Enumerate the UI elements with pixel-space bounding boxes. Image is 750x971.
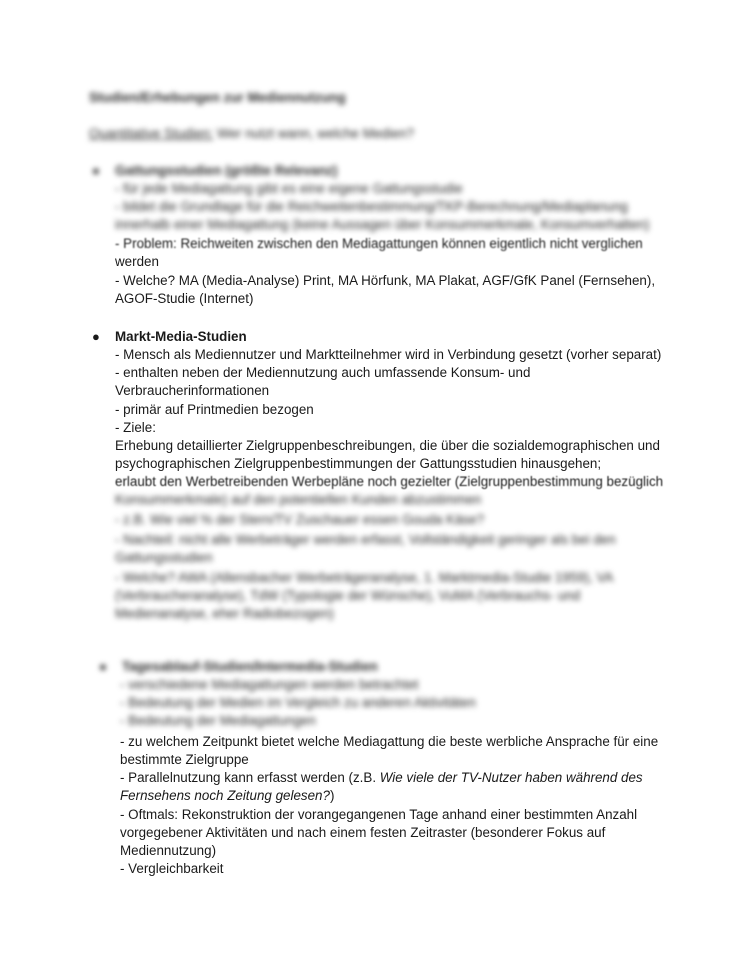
subtitle-text: Wer nutzt wann, welche Medien? [217,126,415,141]
section-1-line: AGOF-Studie (Internet) [115,291,254,306]
section-2-heading: Markt-Media-Studien [115,329,247,344]
section-2-line: (Verbraucheranalyse), TdW (Typologie der Wünsche), VuMA (Verbrauchs- und [115,588,581,603]
section-1-heading: Gattungsstudien (größte Relevanz) [115,163,338,178]
section-1-line: - für jede Mediagattung gibt es eine eigene Gattungsstudie [115,181,463,196]
section-3-parallel-line [120,769,643,787]
section-1-line: - Welche? MA (Media-Analyse) Print, MA Hörfunk, MA Plakat, AGF/GfK Panel (Fernsehen), [115,273,656,288]
section-3-line: - Vergleichbarkeit [120,861,224,876]
section-3-line: - Oftmals: Rekonstruktion der vorangegangenen Tage anhand einer bestimmten Anzahl [120,807,638,822]
bullet-icon: ● [92,329,100,344]
section-2-line: Erhebung detaillierter Zielgruppenbeschreibungen, die über die sozialdemographischen und [115,438,660,453]
subtitle-label: Quantitative Studien: [89,126,214,141]
section-1-line: innerhalb einer Mediagattung (keine Aussagen über Konsummerkmale, Konsumverhalten) [115,217,650,232]
section-3-parallel-line-2 [120,787,334,805]
section-2-line: - Welche? AWA (Allensbacher Werbeträgeranalyse, 1. Marktmedia-Studie 1959), VA [115,570,614,585]
section-2-line: - enthalten neben der Mediennutzung auch umfassende Konsum- und [115,365,531,380]
section-1-line: - Problem: Reichweiten zwischen den Mediagattungen können eigentlich nicht verglichen [115,236,643,251]
section-2-line: psychographischen Zielgruppenbestimmungen der Gattungsstudien hinausgehen; [115,456,602,471]
section-3-line: vorgegebener Aktivitäten und nach einem festen Zeitraster (besonderer Fokus auf [120,825,606,840]
section-1-line: - bildet die Grundlage für die Reichweitenbestimmung/TKP-Berechnung/Mediaplanung [115,199,628,214]
section-3-heading: Tagesablauf-Studien/Intermedia-Studien [122,659,378,674]
section-2-line: Konsummerkmale) auf den potentiellen Kunden abzustimmen [115,492,482,507]
section-3-line: - Bedeutung der Medien im Vergleich zu anderen Aktivitäten [120,695,476,710]
parallel-example-cont: Fernsehens noch Zeitung gelesen? [120,788,330,803]
section-2-line: erlaubt den Werbetreibenden Werbepläne noch gezielter (Zielgruppenbestimmung bezüglich [115,474,664,489]
section-2-line: Verbraucherinformationen [115,383,270,398]
section-3-line: - zu welchem Zeitpunkt bietet welche Mediagattung die beste werbliche Ansprache für eine [120,734,659,749]
bullet-icon: ● [92,163,100,178]
document-subtitle [89,125,414,143]
section-3-line: bestimmte Zielgruppe [120,752,249,767]
section-2-line: - Mensch als Mediennutzer und Marktteilnehmer wird in Verbindung gesetzt (vorher separat) [115,347,662,362]
section-1-line: werden [115,254,159,269]
parallel-prefix: - Parallelnutzung kann erfasst werden (z.B. [120,770,380,785]
section-2-line: - Ziele: [115,420,156,435]
document-title: Studien/Erhebungen zur Mediennutzung [89,90,346,105]
section-2-line: - primär auf Printmedien bezogen [115,402,314,417]
section-2-line: Gattungsstudien [115,550,213,565]
parallel-suffix: ) [329,788,335,803]
section-3-line: - verschiedene Mediagattungen werden betrachtet [120,677,419,692]
parallel-example: Wie viele der TV-Nutzer haben während des [379,770,643,785]
section-2-line: - Nachteil: nicht alle Werbeträger werden erfasst, Vollständigkeit geringer als bei den [115,532,616,547]
section-2-line: - z.B. Wie viel % der Stern/TV Zuschauer essen Gouda Käse? [115,512,485,527]
bullet-icon: ● [99,659,107,674]
section-3-line: - Bedeutung der Mediagattungen [120,713,316,728]
section-2-line: Medienanalyse, eher Radiobezogen) [115,606,334,621]
section-3-line: Mediennutzung) [120,843,217,858]
